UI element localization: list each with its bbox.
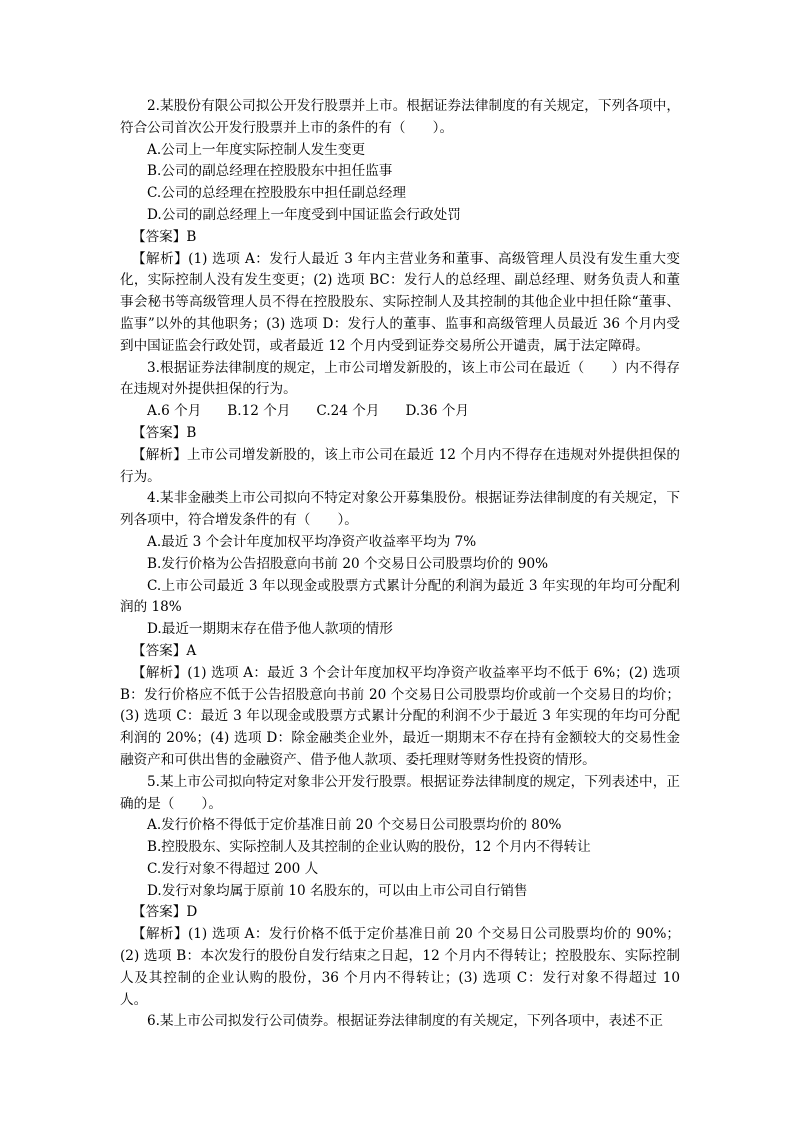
question-3-explanation: 【解析】上市公司增发新股的，该上市公司在最近 12 个月内不得存在违规对外提供担保的行为。 (120, 446, 680, 485)
question-3-option-c: C.24 个月 (316, 403, 380, 420)
question-2-answer: 【答案】B (132, 228, 197, 245)
question-5-option-a: A.发行价格不得低于定价基准日前 20 个交易日公司股票均价的 80% (147, 817, 562, 834)
question-3-answer: 【答案】B (132, 424, 197, 441)
question-2-option-c: C.公司的总经理在控股股东中担任副总经理 (147, 185, 406, 202)
question-5-option-d: D.发行对象均属于原前 10 名股东的，可以由上市公司自行销售 (147, 882, 528, 899)
question-4-option-a: A.最近 3 个会计年度加权平均净资产收益率平均为 7% (147, 533, 477, 550)
question-5-option-b: B.控股股东、实际控制人及其控制的企业认购的股份，12 个月内不得转让 (147, 839, 591, 856)
question-3-option-d: D.36 个月 (405, 403, 470, 420)
question-4-option-b: B.发行价格为公告招股意向书前 20 个交易日公司股票均价的 90% (147, 555, 549, 572)
question-4-option-d: D.最近一期期末存在借予他人款项的情形 (147, 621, 393, 638)
question-3-option-a: A.6 个月 (147, 403, 202, 420)
question-2-stem: 2.某股份有限公司拟公开发行股票并上市。根据证券法律制度的有关规定，下列各项中，符合公司首次公开发行股票并上市的条件的有（ ）。 (120, 98, 680, 136)
question-5-stem: 5.某上市公司拟向特定对象非公开发行股票。根据证券法律制度的规定，下列表述中，正确的是（ ）。 (120, 773, 680, 812)
question-4-answer: 【答案】A (132, 642, 197, 659)
question-5-option-c: C.发行对象不得超过 200 人 (147, 860, 319, 877)
question-3-options (120, 401, 680, 423)
question-3-stem: 3.根据证券法律制度的规定，上市公司增发新股的，该上市公司在最近（ ）内不得存在违规对外提供担保的行为。 (120, 359, 680, 398)
question-2-explanation: 【解析】(1) 选项 A：发行人最近 3 年内主营业务和董事、高级管理人员没有发生重大变化，实际控制人没有发生变更；(2) 选项 BC：发行人的总经理、副总经理、财务负责人和董事会秘书等高级管理人员不得在控股股东、实际控制人及其控制的其他企业中担任除“董事、监事”以外的其他职务；(3) 选项 D：发行人的董事、监事和高级管理人员最近 36 个月内受到中国证监会行政处罚，或者最近 12 个月内受到证券交易所公开谴责，属于法定障碍。 (120, 250, 680, 354)
question-2-option-a: A.公司上一年度实际控制人发生变更 (147, 141, 366, 158)
question-4-stem: 4.某非金融类上市公司拟向不特定对象公开募集股份。根据证券法律制度的有关规定，下列各项中，符合增发条件的有（ ）。 (120, 490, 680, 529)
question-4-option-c: C.上市公司最近 3 年以现金或股票方式累计分配的利润为最近 3 年实现的年均可分配利润的 18% (120, 577, 680, 616)
question-2-option-d: D.公司的副总经理上一年度受到中国证监会行政处罚 (147, 206, 461, 223)
question-2-option-b: B.公司的副总经理在控股股东中担任监事 (147, 163, 393, 180)
document-page (120, 96, 680, 1033)
question-4-explanation: 【解析】(1) 选项 A：最近 3 个会计年度加权平均净资产收益率平均不低于 6%；(2) 选项 B：发行价格应不低于公告招股意向书前 20 个交易日公司股票均价或前一个交易日的均价；(3) 选项 C：最近 3 年以现金或股票方式累计分配的利润不少于最近 3 年实现的年均可分配利润的 20%；(4) 选项 D：除金融类企业外，最近一期期末不存在持有金额较大的交易性金融资产和可供出售的金融资产、借予他人款项、委托理财等财务性投资的情形。 (120, 664, 680, 768)
question-5-answer: 【答案】D (132, 904, 198, 921)
question-5-explanation: 【解析】(1) 选项 A：发行价格不低于定价基准日前 20 个交易日公司股票均价的 90%；(2) 选项 B：本次发行的股份自发行结束之日起，12 个月内不得转让；控股股东、实际控制人及其控制的企业认购的股份，36 个月内不得转让；(3) 选项 C：发行对象不得超过 10 人。 (120, 926, 680, 1008)
question-6-stem: 6.某上市公司拟发行公司债券。根据证券法律制度的有关规定，下列各项中，表述不正 (147, 1013, 663, 1030)
question-3-option-b: B.12 个月 (227, 403, 291, 420)
